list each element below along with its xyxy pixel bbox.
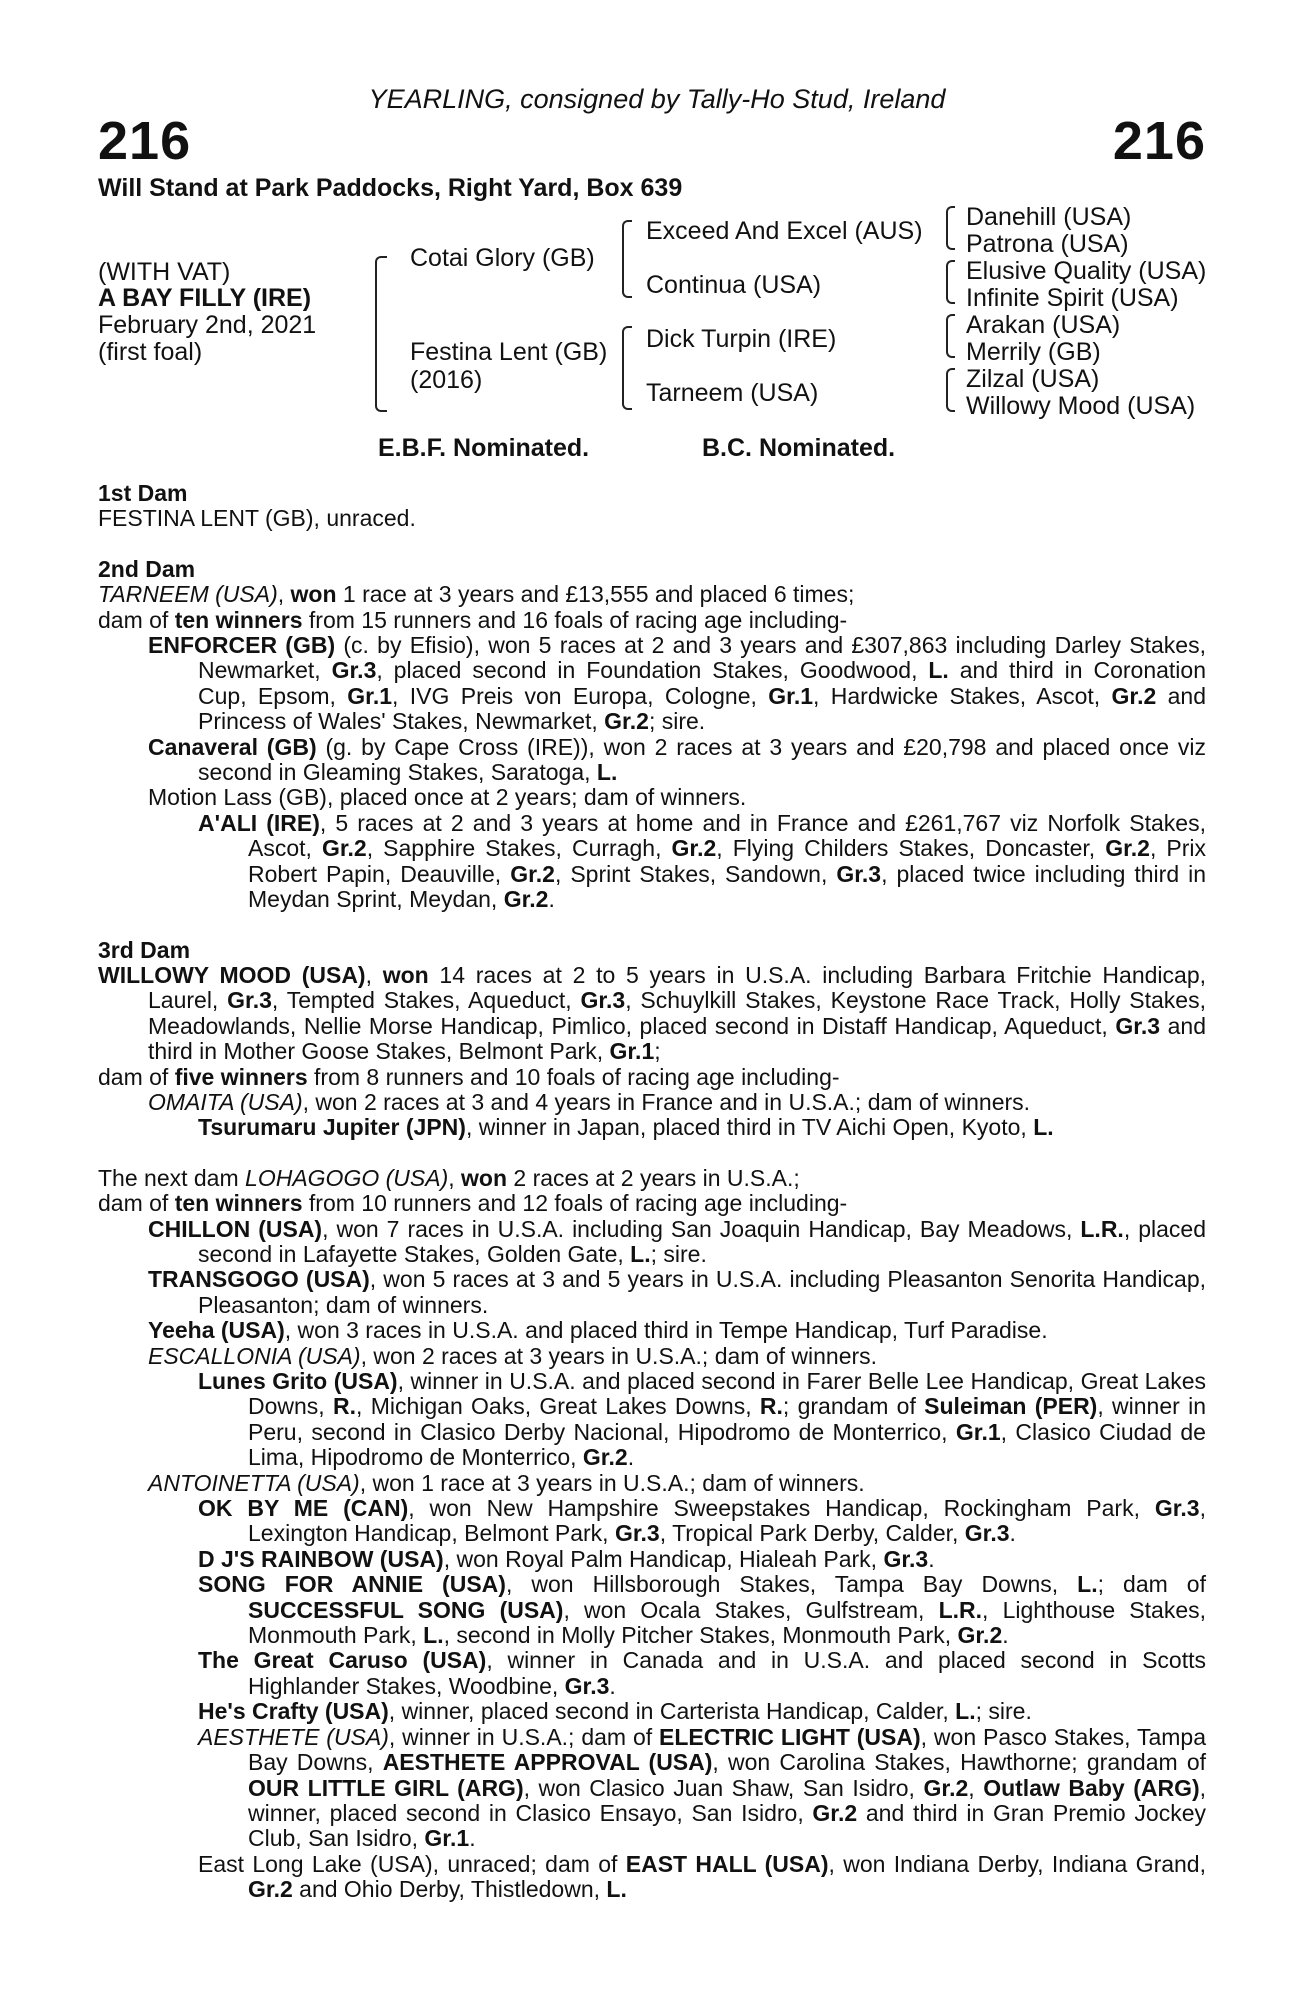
horse-name: Lunes Grito (USA) [198, 1368, 398, 1394]
record-text: and third in Mother Goose Stakes, Belmont Park, [148, 1012, 1206, 1065]
grade: Gr.1 [347, 682, 393, 709]
won-label: won [382, 961, 429, 988]
grade: Gr.2 [321, 835, 367, 862]
grade: Gr.3 [1115, 1012, 1161, 1039]
record-text: , won 1 race at 3 years in U.S.A.; dam of winners. [359, 1469, 865, 1496]
produce-dj-rainbow [98, 1547, 1206, 1572]
pedigree-brace [375, 256, 387, 412]
grade: Gr.2 [923, 1774, 969, 1801]
record-text: , placed second in Lafayette Stakes, Golden Gate, [198, 1215, 1206, 1267]
second-dam-record: 1 race at 3 years and £13,555 and placed 6 times; [336, 581, 855, 608]
horse-name: TRANSGOGO (USA) [148, 1266, 370, 1293]
produce-hes-crafty [98, 1699, 1206, 1724]
record-text: , [968, 1774, 984, 1801]
produce-omaita [98, 1090, 1206, 1115]
stand-location: Will Stand at Park Paddocks, Right Yard, Box 639 [98, 174, 683, 202]
second-dam-heading: 2nd Dam [98, 555, 196, 582]
dd-brace [946, 368, 955, 412]
record-text: , winner in U.S.A. and placed second in Farer Belle Lee Handicap, Great Lakes Downs, [248, 1368, 1206, 1420]
horse-name: AESTHETE APPROVAL (USA) [382, 1749, 713, 1776]
horse-name: Tsurumaru Jupiter (JPN) [198, 1114, 466, 1141]
dam-of: dam of [98, 1190, 175, 1217]
produce-tsurumaru [98, 1115, 1206, 1140]
record-text: . [548, 886, 555, 913]
grade: L. [596, 759, 618, 786]
winners-count: ten winners [174, 606, 303, 633]
horse-name: Canaveral (GB) [148, 733, 317, 760]
grade: L. [928, 657, 949, 684]
horse-name: AESTHETE (USA) [198, 1723, 389, 1750]
dam-of: dam of [98, 1063, 175, 1090]
produce-enforcer [98, 633, 1206, 735]
grade: Gr.3 [964, 1520, 1010, 1547]
grade: Gr.3 [580, 987, 626, 1014]
produce-chillon [98, 1217, 1206, 1268]
record-text: , winner in Peru, second in Clasico Derby Nacional, Hipodromo de Monterrico, [248, 1393, 1206, 1445]
grade: Gr.3 [331, 657, 377, 684]
horse-name: OK BY ME (CAN) [198, 1495, 409, 1522]
record-text: . [609, 1672, 616, 1699]
produce-canaveral [98, 735, 1206, 786]
record-text: , won 7 races in U.S.A. including San Joaquin Handicap, Bay Meadows, [322, 1215, 1081, 1242]
grade: Gr.3 [1154, 1495, 1200, 1522]
grade: Gr.2 [671, 835, 717, 862]
horse-name: OUR LITTLE GIRL (ARG) [248, 1774, 524, 1801]
grade: R. [759, 1393, 783, 1420]
grade: Gr.1 [955, 1418, 1001, 1445]
horse-name: SUCCESSFUL SONG (USA) [248, 1596, 564, 1623]
record-text: , Lexington Handicap, Belmont Park, [248, 1495, 1206, 1547]
grade: Gr.3 [564, 1672, 610, 1699]
grade: L. [1077, 1571, 1098, 1598]
record-text: East Long Lake (USA), unraced; dam of [198, 1850, 626, 1877]
bc-nomination: B.C. Nominated. [702, 434, 896, 462]
record-text: , placed twice including third in Meydan Sprint, Meydan, [248, 860, 1206, 913]
grade: L.R. [938, 1596, 983, 1623]
record-text: 14 races at 2 to 5 years in U.S.A. including Barbara Fritchie Handicap, Laurel, [148, 961, 1206, 1014]
record-text: (g. by Cape Cross (IRE)), won 2 races at 3 years and £20,798 and placed once viz second in Gleaming Stakes, Saratoga, [198, 733, 1206, 786]
ped-dsd: Merrily (GB) [966, 338, 1101, 366]
record-text: , Sprint Stakes, Sandown, [554, 860, 837, 887]
horse-name: WILLOWY MOOD (USA) [98, 961, 366, 988]
record-text: , Hardwicke Stakes, Ascot, [813, 682, 1112, 709]
produce-summary: from 8 runners and 10 foals of racing age including- [307, 1063, 840, 1090]
record-text: , second in Molly Pitcher Stakes, Monmouth Park, [443, 1622, 958, 1649]
produce-transgogo [98, 1267, 1206, 1318]
record-text: ; sire. [650, 1240, 707, 1267]
horse-name: SONG FOR ANNIE (USA) [198, 1571, 506, 1598]
record-text: ; sire. [648, 708, 706, 735]
first-dam-section [98, 481, 1206, 532]
record-text: , Schuylkill Stakes, Keystone Race Track, Holly Stakes, Meadowlands, Nellie Morse Handicap, Pimlico, placed second in Distaff Handicap, Aqueduct, [148, 987, 1206, 1039]
lot-number-left: 216 [98, 111, 192, 171]
record-text: and Princess of Wales' Stakes, Newmarket, [198, 682, 1207, 735]
record-text: , Prix Robert Papin, Deauville, [248, 835, 1206, 887]
record-text: ; dam of [1097, 1571, 1206, 1598]
horse-name: EAST HALL (USA) [625, 1850, 829, 1877]
record-text: , winner in Canada and in U.S.A. and placed second in Scotts Highlander Stakes, Woodbine, [248, 1647, 1206, 1699]
grade: Gr.2 [582, 1444, 628, 1471]
horse-name: CHILLON (USA) [148, 1215, 323, 1242]
dam-brace [622, 326, 632, 410]
dam-sire: Dick Turpin (IRE) [646, 325, 837, 353]
sire-dam: Continua (USA) [646, 271, 822, 299]
winners-count: five winners [174, 1063, 308, 1090]
catalogue-body [98, 481, 1206, 1903]
record-text: , Tropical Park Derby, Calder, [659, 1520, 965, 1547]
grade: Gr.2 [812, 1799, 858, 1826]
sd-brace [946, 260, 955, 304]
grade: L. [630, 1240, 651, 1267]
produce-great-caruso [98, 1648, 1206, 1699]
record-text: , won 5 races at 3 and 5 years in U.S.A. including Pleasanton Senorita Handicap, Pleasanton; dam of winners. [198, 1266, 1206, 1318]
produce-song-for-annie [98, 1572, 1206, 1648]
record-text: , 5 races at 2 and 3 years at home and in France and £261,767 viz Norfolk Stakes, Ascot, [248, 809, 1206, 862]
record-text: , winner in U.S.A.; dam of [388, 1723, 660, 1750]
horse-name: A BAY FILLY (IRE) [98, 284, 312, 312]
record-text: (c. by Efisio), won 5 races at 2 and 3 years and £307,863 including Darley Stakes, Newmarket, [198, 632, 1206, 684]
record-text: , Michigan Oaks, Great Lakes Downs, [356, 1393, 760, 1420]
second-dam-section: 2nd Dam TARNEEM (USA), won 1 race at 3 years and £13,555 and placed 6 times; dam of ten winners from 15 runners and 16 foals of racing age including- ENFORCER (GB) (c. by Efisio), won 5 races at 2 and 3 years and £307,863 including Darley Stakes, Newmarket, Gr.3, placed second in Foundation Stakes, Goodwood, L. and third in Coronation Cup, Epsom, Gr.1, IVG Preis von Europa, Cologne, Gr.1, Hardwicke Stakes, Ascot, Gr.2 and Princess of Wales' Stakes, Newmarket, Gr.2; sire. Canaveral (GB) (g. by Cape Cross (IRE)), won 2 races at 3 years and £20,798 and placed once viz second in Gleaming Stakes, Saratoga, L. Motion Lass (GB), placed once at 2 years; dam of winners. A'ALI (IRE), 5 races at 2 and 3 years at home and in France and £261,767 viz Norfolk Stakes, Ascot, Gr.2, Sapphire Stakes, Curragh, Gr.2, Flying Childers Stakes, Doncaster, Gr.2, Prix Robert Papin, Deauville, Gr.2, Sprint Stakes, Sandown, Gr.3, placed twice including third in Meydan Sprint, Meydan, Gr.2. [98, 555, 1207, 913]
record-text: , Sapphire Stakes, Curragh, [366, 835, 672, 862]
record-text: , Clasico Ciudad de Lima, Hipodromo de Monterrico, [248, 1418, 1206, 1471]
produce-yeeha [98, 1318, 1206, 1343]
dam-year: (2016) [410, 366, 483, 394]
produce-summary: from 10 runners and 12 foals of racing age including- [302, 1190, 848, 1217]
record-text: , IVG Preis von Europa, Cologne, [392, 682, 769, 709]
first-dam-text: FESTINA LENT (GB), unraced. [98, 505, 416, 532]
third-dam-record: WILLOWY MOOD (USA), won 14 races at 2 to 5 years in U.S.A. including Barbara Fritchie Handicap, Laurel, Gr.3, Tempted Stakes, Aqueduct, Gr.3, Schuylkill Stakes, Keystone Race Track, Holly Stakes, Meadowlands, Nellie Morse Handicap, Pimlico, placed second in Distaff Handicap, Aqueduct, Gr.3 and third in Mother Goose Stakes, Belmont Park, Gr.1; [98, 961, 1206, 1065]
ped-ddd: Willowy Mood (USA) [966, 392, 1196, 420]
horse-name: Outlaw Baby (ARG) [983, 1774, 1200, 1801]
record-text: and Ohio Derby, Thistledown, [292, 1876, 607, 1903]
winners-count: ten winners [174, 1190, 303, 1217]
ebf-nomination: E.B.F. Nominated. [378, 434, 590, 462]
record-text: , won 2 races at 3 years in U.S.A.; dam of winners. [360, 1342, 878, 1369]
produce-antoinetta [98, 1471, 1206, 1496]
record-text: Motion Lass (GB), placed once at 2 years; dam of winners. [148, 784, 747, 811]
third-dam-section [98, 938, 1206, 1141]
record-text: . [627, 1444, 635, 1471]
record-text: , won Carolina Stakes, Hawthorne; grandam of [712, 1749, 1207, 1776]
record-text: , won Royal Palm Handicap, Hialeah Park, [443, 1545, 884, 1572]
grade: L. [423, 1622, 444, 1649]
horse-name: Yeeha (USA) [148, 1317, 285, 1344]
dam-dam: Tarneem (USA) [646, 379, 819, 407]
foal-note: (first foal) [98, 338, 203, 366]
ped-dss: Arakan (USA) [966, 311, 1121, 339]
dam-of: dam of [98, 606, 175, 633]
record-text: , won 2 races at 3 and 4 years in France and in U.S.A.; dam of winners. [302, 1088, 1031, 1115]
record-text: , winner, placed second in Clasico Ensayo, San Isidro, [248, 1774, 1207, 1826]
produce-aali [98, 811, 1206, 913]
grade: Gr.2 [510, 860, 555, 887]
record-text: , won Ocala Stakes, Gulfstream, [563, 1596, 939, 1623]
horse-name: OMAITA (USA) [148, 1088, 303, 1115]
record-text: , won Pasco Stakes, Tampa Bay Downs, [248, 1723, 1207, 1776]
grade: Gr.3 [614, 1520, 660, 1547]
horse-name: ENFORCER (GB) [148, 632, 336, 659]
produce-aesthete [98, 1725, 1206, 1852]
grade: Gr.2 [1105, 835, 1150, 862]
record-text: and third in Coronation Cup, Epsom, [198, 657, 1206, 709]
ss-brace [946, 206, 955, 250]
record-text: , won 3 races in U.S.A. and placed third in Tempe Handicap, Turf Paradise. [284, 1317, 1048, 1344]
record-text: and third in Gran Premio Jockey Club, San Isidro, [248, 1799, 1206, 1852]
produce-summary: from 15 runners and 16 foals of racing age including- [302, 606, 848, 633]
record-text: , won Clasico Juan Shaw, San Isidro, [523, 1774, 924, 1801]
grade: Gr.1 [424, 1825, 470, 1852]
horse-name: D J'S RAINBOW (USA) [198, 1545, 444, 1572]
ped-sss: Danehill (USA) [966, 203, 1132, 231]
grade: Gr.2 [503, 886, 549, 913]
record-text: , won Hillsborough Stakes, Tampa Bay Downs, [505, 1571, 1078, 1598]
horse-name: ANTOINETTA (USA) [148, 1469, 360, 1496]
record-text: , Lighthouse Stakes, Monmouth Park, [248, 1596, 1206, 1649]
grade: Gr.2 [957, 1622, 1003, 1649]
won-label: won [290, 581, 337, 608]
won-label: won [461, 1164, 508, 1191]
record-text: . [469, 1825, 476, 1852]
record-text: ; sire. [975, 1698, 1032, 1725]
ped-dds: Zilzal (USA) [966, 365, 1100, 393]
third-dam-heading: 3rd Dam [98, 936, 191, 963]
ped-sds: Elusive Quality (USA) [966, 257, 1207, 285]
record-text: . [1002, 1622, 1009, 1649]
horse-name: Suleiman (PER) [924, 1393, 1098, 1420]
horse-name: ELECTRIC LIGHT (USA) [659, 1723, 921, 1750]
horse-name: ESCALLONIA (USA) [148, 1342, 361, 1369]
record-text: , winner in Japan, placed third in TV Aichi Open, Kyoto, [465, 1114, 1034, 1141]
grade: Gr.3 [227, 987, 272, 1014]
ped-ssd: Patrona (USA) [966, 230, 1129, 258]
lot-number-right: 216 [1112, 111, 1206, 171]
next-dam-section: The next dam LOHAGOGO (USA), won 2 races at 2 years in U.S.A.; dam of ten winners from 10 runners and 12 foals of racing age including- CHILLON (USA), won 7 races in U.S.A. including San Joaquin Handicap, Bay Meadows, L.R., placed second in Lafayette Stakes, Golden Gate, L.; sire. TRANSGOGO (USA), won 5 races at 3 and 5 years in U.S.A. including Pleasanton Senorita Handicap, Pleasanton; dam of winners. Yeeha (USA), won 3 races in U.S.A. and placed third in Tempe Handicap, Turf Paradise. ESCALLONIA (USA), won 2 races at 3 years in U.S.A.; dam of winners. Lunes Grito (USA), winner in U.S.A. and placed second in Farer Belle Lee Handicap, Great Lakes Downs, R., Michigan Oaks, Great Lakes Downs, R.; grandam of Suleiman (PER), winner in Peru, second in Clasico Derby Nacional, Hipodromo de Monterrico, Gr.1, Clasico Ciudad de Lima, Hipodromo de Monterrico, Gr.2. ANTOINETTA (USA), won 1 race at 3 years in U.S.A.; dam of winners. OK BY ME (CAN), won New Hampshire Sweepstakes Handicap, Rockingham Park, Gr.3, Lexington Handicap, Belmont Park, Gr.3, Tropical Park Derby, Calder, Gr.3. D J'S RAINBOW (USA), won Royal Palm Handicap, Hialeah Park, Gr.3. SONG FOR ANNIE (USA), won Hillsborough Stakes, Tampa Bay Downs, L.; dam of SUCCESSFUL SONG (USA), won Ocala Stakes, Gulfstream, L.R., Lighthouse Stakes, Monmouth Park, L., second in Molly Pitcher Stakes, Monmouth Park, Gr.2. The Great Caruso (USA), winner in Canada and in U.S.A. and placed second in Scotts Highlander Stakes, Woodbine, Gr.3. He's Crafty (USA), winner, placed second in Carterista Handicap, Calder, L.; sire. AESTHETE (USA), winner in U.S.A.; dam of ELECTRIC LIGHT (USA), won Pasco Stakes, Tampa Bay Downs, AESTHETE APPROVAL (USA), won Carolina Stakes, Hawthorne; grandam of OUR LITTLE GIRL (ARG), won Clasico Juan Shaw, San Isidro, Gr.2, Outlaw Baby (ARG), winner, placed second in Clasico Ensayo, San Isidro, Gr.2 and third in Gran Premio Jockey Club, San Isidro, Gr.1. East Long Lake (USA), unraced; dam of EAST HALL (USA), won Indiana Derby, Indiana Grand, Gr.2 and Ohio Derby, Thistledown, L. [98, 1164, 1207, 1903]
horse-name: LOHAGOGO (USA) [245, 1164, 449, 1191]
produce-lunes-grito [98, 1369, 1206, 1471]
record-text: . [928, 1545, 935, 1572]
record-text: , Tempted Stakes, Aqueduct, [271, 987, 581, 1014]
record-text: , won Indiana Derby, Indiana Grand, [828, 1850, 1206, 1877]
sire-name: Cotai Glory (GB) [410, 244, 595, 272]
horse-name: A'ALI (IRE) [198, 809, 320, 836]
grade: L. [1033, 1114, 1054, 1141]
record-text: . [1009, 1520, 1016, 1547]
produce-motion-lass [98, 785, 1206, 810]
grade: L. [955, 1698, 976, 1725]
grade: Gr.2 [1111, 682, 1157, 709]
produce-ok-by-me [98, 1496, 1206, 1547]
record-text: , winner, placed second in Carterista Handicap, Calder, [388, 1698, 956, 1725]
record-text: , Flying Childers Stakes, Doncaster, [716, 835, 1106, 862]
record-text: 2 races at 2 years in U.S.A.; [507, 1164, 800, 1191]
produce-escallonia [98, 1344, 1206, 1369]
grade: Gr.2 [248, 1876, 293, 1903]
grade: L.R. [1080, 1215, 1124, 1242]
horse-name: The Great Caruso (USA) [198, 1647, 487, 1674]
first-dam-heading: 1st Dam [98, 480, 188, 506]
grade: Gr.1 [609, 1038, 655, 1065]
ped-sdd: Infinite Spirit (USA) [966, 284, 1179, 312]
record-text: ; [654, 1038, 661, 1065]
foaling-date: February 2nd, 2021 [98, 311, 317, 339]
sire-brace [622, 220, 632, 298]
sire-sire: Exceed And Excel (AUS) [646, 217, 923, 245]
produce-east-long-lake [98, 1852, 1206, 1903]
grade: Gr.2 [604, 708, 649, 735]
horse-name: He's Crafty (USA) [198, 1698, 389, 1725]
dam-name: Festina Lent (GB) [410, 338, 608, 366]
grade: L. [606, 1876, 627, 1903]
consignment-line: YEARLING, consigned by Tally-Ho Stud, Ireland [368, 84, 946, 114]
next-dam-label: The next dam [98, 1164, 246, 1191]
record-text: , placed second in Foundation Stakes, Goodwood, [376, 657, 929, 684]
grade: Gr.1 [768, 682, 814, 709]
grade: Gr.3 [883, 1545, 929, 1572]
grade: R. [333, 1393, 356, 1420]
grade: Gr.3 [836, 860, 882, 887]
record-text: , won New Hampshire Sweepstakes Handicap, Rockingham Park, [408, 1495, 1155, 1522]
second-dam-name: TARNEEM (USA) [98, 581, 278, 608]
record-text: ; grandam of [782, 1393, 925, 1420]
vat-note: (WITH VAT) [98, 258, 231, 286]
ds-brace [946, 314, 955, 358]
